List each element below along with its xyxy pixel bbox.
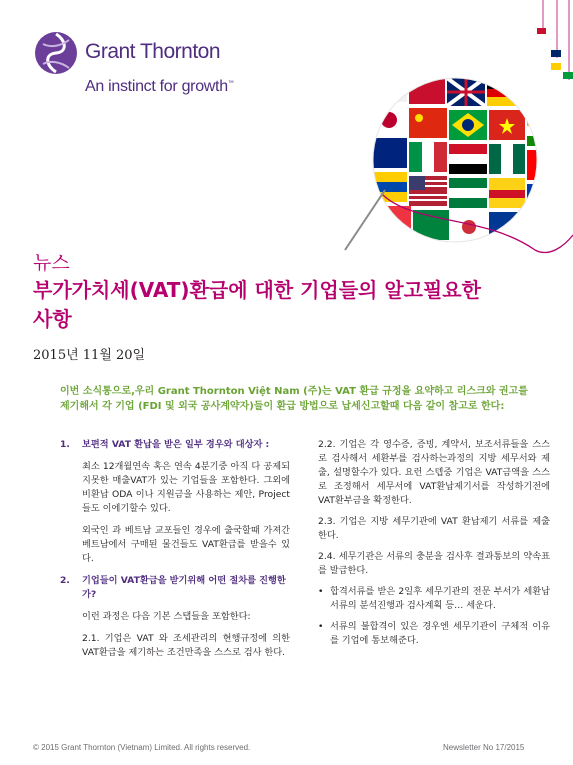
left-column [60, 438, 290, 668]
step-2-4-paragraph: 2.4. 세무기관은 서류의 충분을 검사후 결과통보의 약속표를 발급한다. [318, 551, 550, 576]
step-2-3-paragraph: 2.3. 기업은 지방 세무기관에 VAT 환납제기 서류를 제출한다. [318, 516, 550, 541]
newsletter-number: Newsletter No 17/2015 [443, 743, 525, 752]
grant-thornton-logo-mark-icon [33, 30, 79, 76]
copyright-footer: © 2015 Grant Thornton (Vietnam) Limited. All rights reserved. [33, 743, 251, 752]
section-1-paragraph-2: 외국인 과 베트남 교포들인 경우에 출국할때 가져간 베트남에서 구매된 물건들도 VAT환급를 받을수 있다. [82, 525, 290, 564]
publication-date: 2015년 11월 20일 [33, 348, 146, 363]
step-2-2-paragraph: 2.2. 기업은 각 영수증, 증빙, 계약서, 보조서류들을 스스로 검사해서 세환부를 검사하는과정의 지방 세무서와 제출, 설명할수가 있다. 요런 스텝중 기업은 VAT금액을 스스로 조정해서 세무서에 VAT환납제기서를 작성하기전에 VAT환부금을 확정한다. [318, 439, 550, 506]
logo-tagline: An instinct for growth™ [85, 78, 234, 95]
section-2-number: 2. [60, 575, 70, 586]
section-2-paragraph-1: 이런 과정은 다음 기본 스탭들을 포함한다: [82, 611, 251, 622]
section-1-number: 1. [60, 439, 70, 450]
step-2-4-bullet-list [318, 585, 550, 648]
logo-wordmark: Grant Thornton [85, 40, 221, 63]
section-2-heading [60, 574, 290, 602]
page-title: 부가가치세(VAT)환급에 대한 기업들의 알고필요한 사항 [33, 278, 481, 331]
section-2-title: 기업들이 VAT환급을 받기위해 어떤 절차를 진행한가? [82, 575, 286, 600]
section-1-heading [60, 438, 290, 452]
list-item: • 합격서류를 받은 2일후 세무기관의 전문 부서가 세환납서류의 분석진행과 검사계획 등… 세운다. [318, 585, 550, 613]
section-1-title: 보편적 VAT 환납을 받은 일부 경우와 대상자 : [82, 439, 270, 450]
flag-globe-illustration [325, 0, 573, 260]
section-1-paragraph-1: 최소 12개월연속 혹은 연속 4분기중 아직 다 공제되 지못한 매출VAT가 있는 기업들을 포함한다. 그외에 비환납 ODA 이나 지원금을 사용하는 제안, Project 들도 이에기할수 있다. [82, 461, 290, 514]
intro-paragraph: 이번 소식통으로,우리 Grant Thornton Việt Nam (주)는 VAT 환급 규정을 요약하고 리스크와 권고를 제기해서 각 기업 (FDI 및 외국 공사계약자)들이 환급 방법으로 납세신고할때 다음 같이 참고로 한다: [60, 386, 528, 412]
news-label: 뉴스 [33, 252, 70, 274]
grant-thornton-logo [33, 30, 263, 100]
list-item: • 서류의 불합격이 있은 경우엔 세무기관이 구체적 이유를 기업에 통보해준다. [318, 620, 550, 648]
right-column [318, 438, 550, 655]
section-2-paragraph-2: 2.1. 기업은 VAT 와 조세관리의 현행규정에 의한 VAT환급을 제기하는 조건만족을 스스로 검사 한다. [82, 633, 290, 658]
